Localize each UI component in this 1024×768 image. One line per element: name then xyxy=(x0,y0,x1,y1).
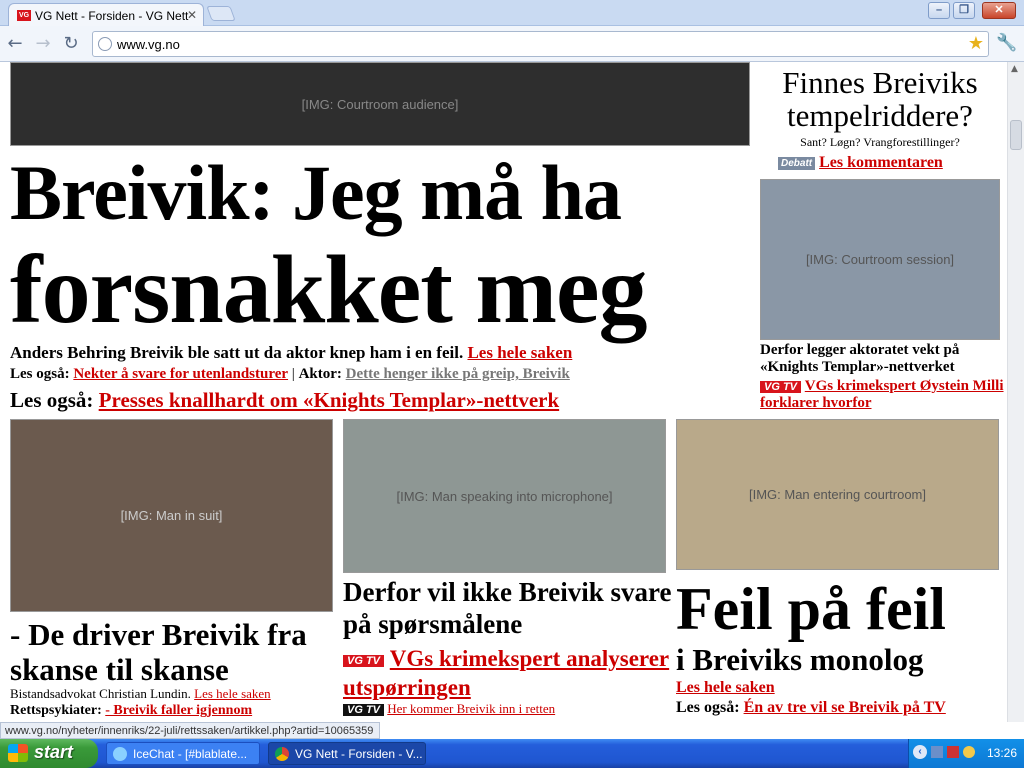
col2-vgtv-link[interactable]: VGs krimekspert analyserer utspørringen xyxy=(343,646,670,700)
bookmark-star-icon[interactable]: ★ xyxy=(967,33,984,54)
tab-title: VG Nett - Forsiden - VG Nett xyxy=(35,9,189,23)
separator: | xyxy=(291,366,295,382)
chrome-icon xyxy=(275,747,289,761)
col1-read-more-link[interactable]: Les hele saken xyxy=(194,686,271,701)
clock[interactable]: 13:26 xyxy=(987,746,1018,760)
address-bar[interactable] xyxy=(92,31,989,57)
tray-expand-icon[interactable]: ‹ xyxy=(913,745,927,759)
crime-expert-video-image[interactable]: [IMG: Man speaking into microphone] xyxy=(343,419,666,573)
col3-headline-small[interactable]: i Breiviks monolog xyxy=(676,642,924,677)
main-headline-line2[interactable]: forsnakket meg xyxy=(10,236,647,344)
aktor-link[interactable]: Dette henger ikke på greip, Breivik xyxy=(345,366,570,382)
scroll-up-icon[interactable]: ▲ xyxy=(1011,64,1018,74)
minimize-button[interactable]: – xyxy=(928,2,950,19)
vertical-scrollbar[interactable] xyxy=(1007,62,1024,722)
col3-also-label: Les også: xyxy=(676,699,740,716)
courtroom-hero-image[interactable]: [IMG: Courtroom audience] xyxy=(10,62,750,146)
col1-byline: Bistandsadvokat Christian Lundin. xyxy=(10,686,191,701)
taskbar-item-icechat[interactable] xyxy=(106,742,260,765)
related-links-row xyxy=(10,366,750,383)
url-text: www.vg.no xyxy=(117,37,180,52)
courtroom-sidebar-image[interactable]: [IMG: Courtroom session] xyxy=(760,179,1000,340)
vgtv-link[interactable]: VGs krimekspert Øystein Milli forklarer hvorfor xyxy=(760,378,1004,411)
system-tray xyxy=(908,739,1024,768)
related-link-2[interactable]: Presses knallhardt om «Knights Templar»-nettverk xyxy=(98,388,560,412)
icechat-icon xyxy=(113,747,127,761)
page-content xyxy=(0,62,1007,722)
lead-text: Anders Behring Breivik ble satt ut da aktor knep ham i en feil. xyxy=(10,343,464,362)
sidebar-caption[interactable]: Derfor legger aktoratet vekt på «Knights Templar»-nettverket xyxy=(760,342,960,375)
col3-read-more-row xyxy=(676,679,1006,697)
col1-headline[interactable]: - De driver Breivik fra skanse til skanse xyxy=(10,617,307,687)
windows-flag-icon xyxy=(8,744,28,762)
network-icon[interactable] xyxy=(931,746,943,758)
close-tab-icon[interactable]: ✕ xyxy=(186,8,197,22)
col2-vgtv-row xyxy=(343,644,673,702)
taskbar-item-label: VG Nett - Forsiden - V... xyxy=(295,747,423,761)
col2-vgtv-link-2[interactable]: Her kommer Breivik inn i retten xyxy=(387,701,556,716)
lawyer-portrait-image[interactable]: [IMG: Man in suit] xyxy=(10,419,333,612)
start-button[interactable] xyxy=(0,739,98,768)
col1-related-row xyxy=(10,703,340,719)
also2-label: Les også: xyxy=(10,388,94,412)
taskbar-item-chrome[interactable] xyxy=(268,742,426,765)
maximize-button[interactable]: ❐ xyxy=(953,2,975,19)
col2-headline[interactable]: Derfor vil ikke Breivik svare på spørsmålene xyxy=(343,577,672,639)
reload-icon[interactable]: ↻ xyxy=(63,33,79,54)
col3-headline-big[interactable]: Feil på feil xyxy=(676,576,946,642)
related-links-row-2 xyxy=(10,388,750,413)
col3-related-link[interactable]: Én av tre vil se Breivik på TV xyxy=(743,699,946,716)
wrench-menu-icon[interactable]: 🔧 xyxy=(996,33,1018,53)
start-label: start xyxy=(34,742,74,762)
lead-paragraph xyxy=(10,343,750,363)
lead-read-more-link[interactable]: Les hele saken xyxy=(467,343,573,362)
col2-vgtv-badge: VG TV xyxy=(343,655,384,667)
col2-vgtv-badge-2: VG TV xyxy=(343,704,384,716)
comment-link[interactable]: Les kommentaren xyxy=(819,154,943,171)
also-label: Les også: xyxy=(10,366,70,382)
vgtv-badge: VG TV xyxy=(760,381,801,393)
main-headline-line1[interactable]: Breivik: Jeg må ha xyxy=(10,149,622,236)
browser-tab[interactable] xyxy=(8,3,204,27)
aktor-label: Aktor: xyxy=(298,366,342,382)
sidebar-comment-row xyxy=(778,154,1007,172)
sidebar-vgtv-row xyxy=(760,378,1006,412)
courtroom-entrance-image[interactable]: [IMG: Man entering courtroom] xyxy=(676,419,999,570)
back-arrow-icon[interactable]: ← xyxy=(7,33,23,54)
debatt-badge: Debatt xyxy=(778,157,815,170)
forward-arrow-icon[interactable]: → xyxy=(35,33,51,54)
new-tab-button[interactable] xyxy=(206,6,235,21)
col1-byline-row xyxy=(10,686,340,702)
related-link-1[interactable]: Nekter å svare for utenlandsturer xyxy=(73,366,289,382)
col2-vgtv-row-2 xyxy=(343,701,673,717)
globe-icon xyxy=(98,37,112,51)
taskbar-item-label: IceChat - [#blablate... xyxy=(133,747,248,761)
sidebar-title[interactable]: Finnes Breiviks tempelriddere? xyxy=(782,65,978,133)
col1-label2: Rettspsykiater: xyxy=(10,703,102,718)
messenger-icon[interactable] xyxy=(963,746,975,758)
sidebar-subtitle: Sant? Løgn? Vrangforestillinger? xyxy=(800,135,960,149)
col3-related-row xyxy=(676,699,1006,717)
vg-favicon-icon: VG xyxy=(18,12,30,19)
col1-related-link[interactable]: - Breivik faller igjennom xyxy=(105,703,253,718)
browser-toolbar xyxy=(0,26,1024,62)
close-window-button[interactable]: ✕ xyxy=(982,2,1016,19)
col3-read-more-link[interactable]: Les hele saken xyxy=(676,679,775,696)
shield-icon[interactable] xyxy=(947,746,959,758)
status-bar: www.vg.no/nyheter/innenriks/22-juli/rettssaken/artikkel.php?artid=10065359 xyxy=(0,722,380,739)
scrollbar-thumb[interactable] xyxy=(1010,120,1022,150)
